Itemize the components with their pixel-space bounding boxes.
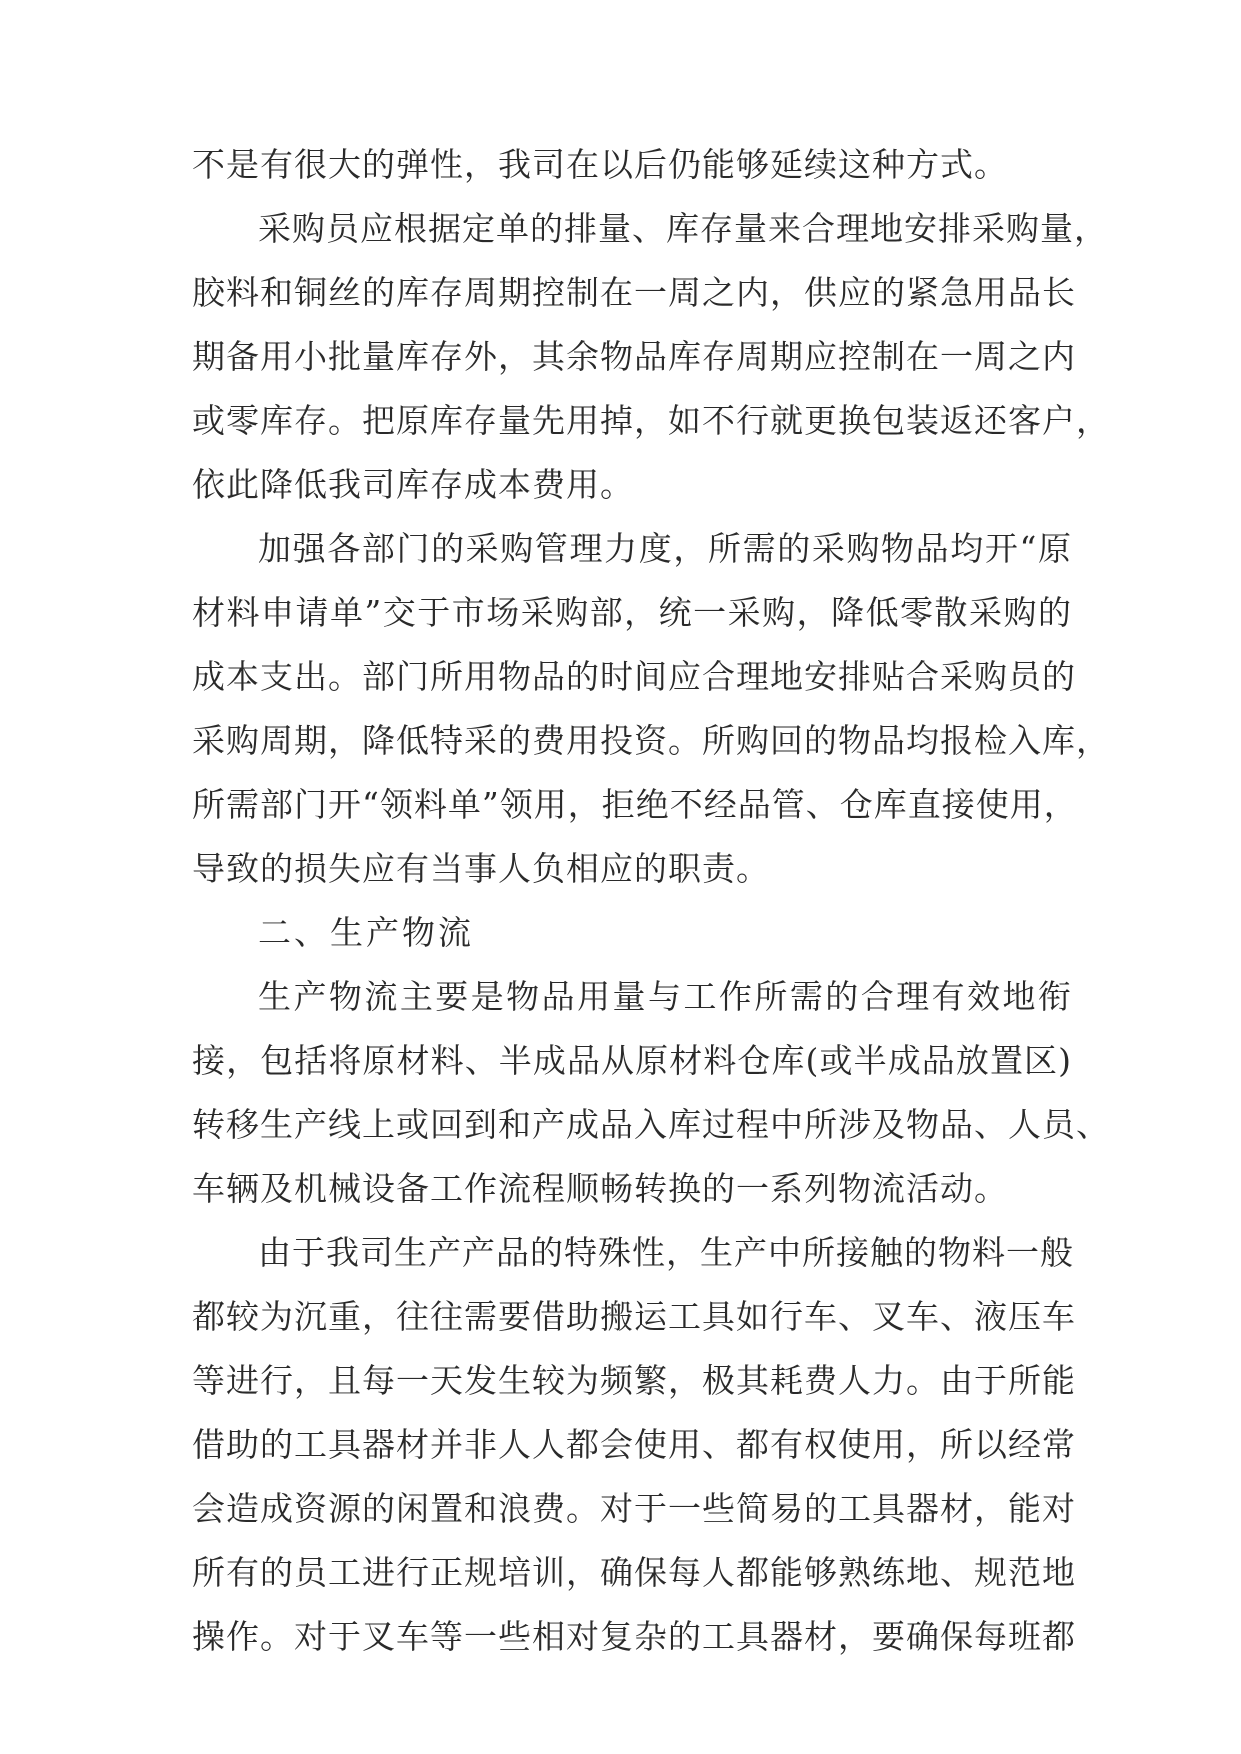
text-line: 导致的损失应有当事人负相应的职责。 <box>192 849 770 888</box>
text-line: 等进行，且每一天发生较为频繁，极其耗费人力。由于所能 <box>192 1361 1076 1400</box>
text-line: 所需部门开“领料单”领用，拒绝不经品管、仓库直接使用， <box>192 785 1078 824</box>
text-line: 采购员应根据定单的排量、库存量来合理地安排采购量， <box>258 209 1108 248</box>
text-line: 采购周期，降低特采的费用投资。所购回的物品均报检入库， <box>192 721 1110 760</box>
text-line: 材料申请单”交于市场采购部，统一采购，降低零散采购的 <box>192 593 1072 632</box>
text-line: 借助的工具器材并非人人都会使用、都有权使用，所以经常 <box>192 1425 1076 1464</box>
section-heading: 二、生产物流 <box>258 913 474 952</box>
text-line: 都较为沉重，往往需要借助搬运工具如行车、叉车、液压车 <box>192 1297 1076 1336</box>
text-line: 不是有很大的弹性，我司在以后仍能够延续这种方式。 <box>192 145 1008 184</box>
text-line: 由于我司生产产品的特殊性，生产中所接触的物料一般 <box>258 1233 1074 1272</box>
text-line: 或零库存。把原库存量先用掉，如不行就更换包装返还客户， <box>192 401 1110 440</box>
text-line: 所有的员工进行正规培训，确保每人都能够熟练地、规范地 <box>192 1553 1076 1592</box>
text-line: 加强各部门的采购管理力度，所需的采购物品均开“原 <box>258 529 1072 568</box>
text-line: 接，包括将原材料、半成品从原材料仓库(或半成品放置区) <box>192 1041 1072 1080</box>
text-line: 期备用小批量库存外，其余物品库存周期应控制在一周之内 <box>192 337 1076 376</box>
text-line: 胶料和铜丝的库存周期控制在一周之内，供应的紧急用品长 <box>192 273 1076 312</box>
text-line: 会造成资源的闲置和浪费。对于一些简易的工具器材，能对 <box>192 1489 1076 1528</box>
text-line: 操作。对于叉车等一些相对复杂的工具器材，要确保每班都 <box>192 1617 1076 1656</box>
text-line: 成本支出。部门所用物品的时间应合理地安排贴合采购员的 <box>192 657 1076 696</box>
text-line: 生产物流主要是物品用量与工作所需的合理有效地衔 <box>258 977 1072 1016</box>
text-line: 转移生产线上或回到和产成品入库过程中所涉及物品、人员、 <box>192 1105 1110 1144</box>
text-line: 依此降低我司库存成本费用。 <box>192 465 634 504</box>
text-line: 车辆及机械设备工作流程顺畅转换的一系列物流活动。 <box>192 1169 1008 1208</box>
